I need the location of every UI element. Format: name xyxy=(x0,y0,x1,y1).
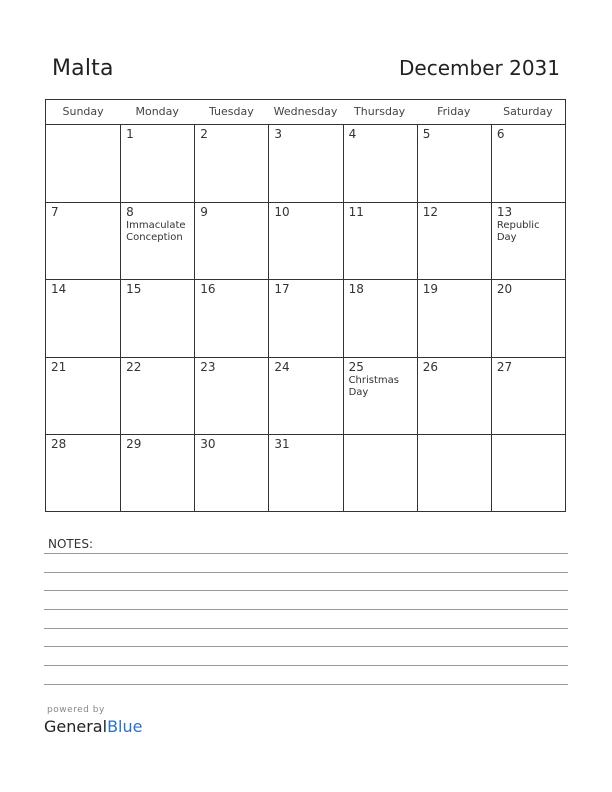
country-title: Malta xyxy=(52,56,114,81)
day-cell xyxy=(343,435,417,511)
weekday-header-row xyxy=(46,100,565,125)
day-cell xyxy=(46,125,120,202)
day-cell xyxy=(194,280,268,356)
day-number: 10 xyxy=(274,205,290,220)
calendar-week-row xyxy=(46,434,565,511)
day-number: 18 xyxy=(348,282,364,297)
note-line xyxy=(44,590,568,591)
weekday-tuesday: Tuesday xyxy=(208,105,254,118)
day-cell xyxy=(417,280,491,356)
holiday-label: Christmas Day xyxy=(348,374,399,398)
day-number: 13 xyxy=(496,205,513,220)
day-number: 20 xyxy=(496,282,513,297)
weekday-sunday: Sunday xyxy=(62,105,104,118)
day-cell xyxy=(417,358,491,434)
weekday-monday: Monday xyxy=(135,105,179,118)
day-cell xyxy=(120,125,194,202)
weekday-thursday: Thursday xyxy=(354,105,406,118)
day-cell xyxy=(194,203,268,279)
day-cell xyxy=(46,358,120,434)
day-number: 7 xyxy=(51,205,59,220)
day-number: 27 xyxy=(496,359,513,374)
day-number: 22 xyxy=(126,359,142,374)
holiday-label: Republic Day xyxy=(496,220,540,244)
weeks-container xyxy=(46,125,565,511)
day-number: 17 xyxy=(274,282,290,297)
day-number: 14 xyxy=(51,282,67,297)
day-cell xyxy=(491,125,565,202)
note-line xyxy=(44,684,568,685)
day-number: 12 xyxy=(422,205,438,220)
weekday-wednesday: Wednesday xyxy=(273,105,338,118)
day-number: 2 xyxy=(200,127,208,141)
notes-label: NOTES: xyxy=(48,537,93,551)
calendar-grid xyxy=(45,99,566,512)
day-number: 30 xyxy=(200,436,216,451)
day-number: 9 xyxy=(200,205,208,220)
note-line xyxy=(44,572,568,573)
calendar-week-row xyxy=(46,279,565,356)
day-cell xyxy=(194,125,268,202)
calendar-week-row xyxy=(46,357,565,434)
day-cell xyxy=(343,203,417,279)
day-cell xyxy=(46,280,120,356)
day-number: 15 xyxy=(126,282,142,297)
day-number: 26 xyxy=(422,359,438,374)
day-number: 19 xyxy=(422,282,438,297)
day-number: 3 xyxy=(274,127,283,141)
day-cell xyxy=(491,435,565,511)
powered-by-text: powered by xyxy=(47,705,105,715)
note-line xyxy=(44,665,568,666)
day-number: 5 xyxy=(422,127,431,141)
day-number: 29 xyxy=(126,436,142,451)
day-number: 21 xyxy=(51,359,67,374)
day-cell xyxy=(268,435,342,511)
day-number: 11 xyxy=(348,205,364,220)
day-cell xyxy=(120,358,194,434)
day-cell xyxy=(268,203,342,279)
note-line xyxy=(44,646,568,647)
day-number: 23 xyxy=(200,359,216,374)
calendar-week-row xyxy=(46,125,565,202)
note-line xyxy=(44,553,568,554)
day-cell xyxy=(343,358,417,434)
day-cell xyxy=(417,203,491,279)
day-number: 25 xyxy=(348,359,364,374)
day-cell xyxy=(120,435,194,511)
day-cell xyxy=(268,358,342,434)
calendar-week-row xyxy=(46,202,565,279)
day-cell xyxy=(268,125,342,202)
day-number: 4 xyxy=(348,127,357,141)
brand-blue: Blue xyxy=(107,717,143,736)
month-year-title: December 2031 xyxy=(399,56,560,80)
day-cell xyxy=(491,203,565,279)
day-cell xyxy=(343,125,417,202)
day-number: 1 xyxy=(126,127,134,141)
day-cell xyxy=(194,358,268,434)
day-number: 16 xyxy=(200,282,216,297)
weekday-saturday: Saturday xyxy=(503,105,553,118)
day-number: 6 xyxy=(496,127,505,141)
day-number: 28 xyxy=(51,436,67,451)
day-cell xyxy=(417,435,491,511)
day-cell xyxy=(120,280,194,356)
day-cell xyxy=(120,203,194,279)
day-cell xyxy=(491,358,565,434)
day-cell xyxy=(46,435,120,511)
day-number: 8 xyxy=(126,205,134,220)
note-line xyxy=(44,628,568,629)
generalblue-logo xyxy=(44,717,142,736)
weekday-friday: Friday xyxy=(437,105,471,118)
day-cell xyxy=(46,203,120,279)
day-number: 24 xyxy=(274,359,290,374)
day-cell xyxy=(343,280,417,356)
day-cell xyxy=(491,280,565,356)
day-cell xyxy=(194,435,268,511)
note-line xyxy=(44,609,568,610)
holiday-label: Immaculate Conception xyxy=(126,220,186,244)
day-cell xyxy=(268,280,342,356)
brand-general: General xyxy=(44,717,108,736)
day-number: 31 xyxy=(274,436,290,451)
day-cell xyxy=(417,125,491,202)
